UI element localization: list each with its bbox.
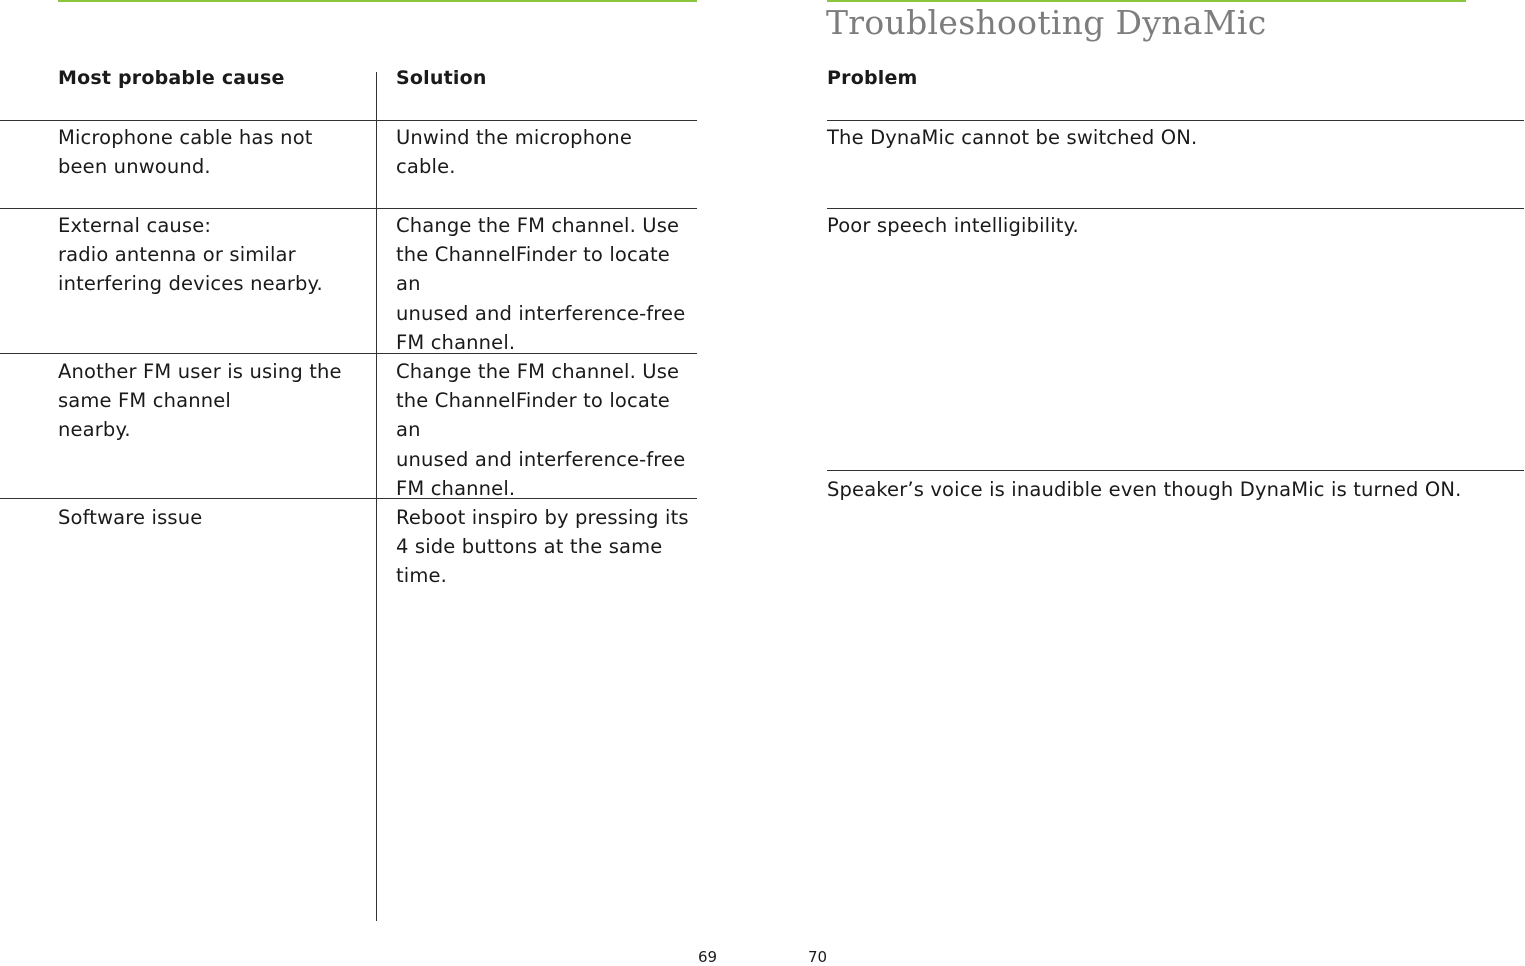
solution-cell: Change the FM channel. Use the ChannelFinder to locate an unused and interference-free FM channel. (396, 214, 686, 354)
problem-cell: Poor speech intelligibility. (827, 214, 1079, 237)
problem-column-header: Problem (827, 67, 918, 89)
row-divider (827, 208, 1524, 209)
cause-cell: Microphone cable has not been unwound. (58, 126, 313, 179)
row-divider (0, 208, 697, 209)
column-divider (376, 72, 377, 921)
problem-cell: Speaker’s voice is inaudible even though DynaMic is turned ON. (827, 478, 1462, 501)
row-divider (827, 120, 1524, 121)
cause-column-header: Most probable cause (58, 67, 285, 89)
solution-cell: Change the FM channel. Use the ChannelFinder to locate an unused and interference-free FM channel. (396, 360, 686, 500)
row-divider (827, 470, 1524, 471)
page-title: Troubleshooting DynaMic (826, 3, 1267, 42)
solution-column-header: Solution (396, 67, 487, 89)
page-number-left: 69 (698, 948, 718, 966)
left-top-accent-rule (58, 0, 697, 2)
cause-cell: External cause: radio antenna or similar interfering devices nearby. (58, 214, 323, 296)
page-number-right: 70 (808, 948, 828, 966)
solution-cell: Unwind the microphone cable. (396, 126, 632, 179)
cause-cell: Software issue (58, 506, 203, 529)
right-top-accent-rule (827, 0, 1466, 2)
solution-cell: Reboot inspiro by pressing its 4 side buttons at the same time. (396, 506, 689, 588)
problem-cell: The DynaMic cannot be switched ON. (827, 126, 1198, 149)
row-divider (0, 120, 697, 121)
cause-cell: Another FM user is using the same FM channel nearby. (58, 360, 342, 442)
